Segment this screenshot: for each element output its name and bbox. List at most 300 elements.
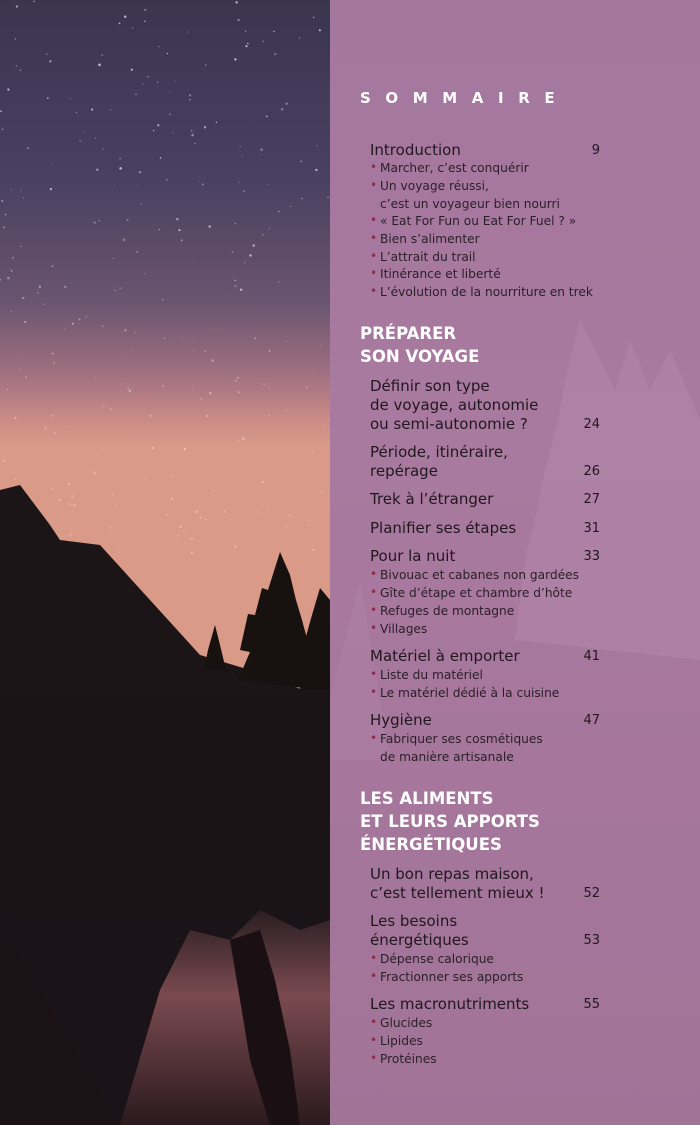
star — [263, 384, 264, 385]
star — [51, 415, 53, 417]
star — [314, 373, 315, 374]
star — [249, 254, 251, 256]
star — [269, 350, 271, 352]
star — [110, 109, 111, 110]
star — [120, 287, 122, 289]
star — [144, 9, 146, 11]
star — [5, 214, 6, 215]
star — [205, 519, 207, 521]
star — [25, 376, 27, 378]
star — [14, 417, 16, 419]
bullet-icon: • — [370, 951, 378, 965]
star — [142, 83, 143, 84]
star — [234, 380, 236, 382]
bullet-icon: • — [370, 1051, 378, 1065]
star — [205, 64, 207, 66]
star — [16, 5, 18, 7]
star — [135, 332, 136, 333]
star — [10, 311, 11, 312]
star — [135, 93, 137, 95]
star — [136, 463, 137, 464]
star — [266, 115, 268, 117]
star — [209, 392, 211, 394]
star — [286, 341, 287, 342]
subitem[interactable]: • Itinérance et liberté — [370, 266, 501, 281]
star — [211, 359, 214, 362]
bullet-icon: • — [370, 178, 378, 192]
star — [15, 479, 17, 481]
star — [234, 285, 236, 287]
star — [152, 447, 154, 449]
star — [292, 516, 293, 517]
star — [140, 204, 142, 206]
star — [12, 257, 14, 259]
table-of-contents-panel — [330, 0, 700, 1125]
star — [187, 31, 188, 32]
star — [290, 206, 291, 207]
chapter-pour-la-nuit[interactable]: Pour la nuit — [370, 547, 456, 565]
page-number: 26 — [583, 464, 600, 479]
page-number: 9 — [591, 143, 600, 158]
chapter-introduction[interactable]: Introduction — [370, 141, 461, 159]
star — [308, 520, 309, 521]
star — [258, 511, 259, 512]
star — [127, 387, 129, 389]
subitem[interactable]: • Refuges de montagne — [370, 603, 515, 618]
star — [211, 479, 212, 480]
star — [324, 425, 326, 427]
star — [110, 527, 112, 529]
star — [184, 448, 186, 450]
star — [189, 94, 191, 96]
star — [176, 218, 179, 221]
star — [69, 426, 70, 427]
star — [191, 552, 193, 554]
star — [216, 122, 217, 123]
star — [68, 483, 70, 485]
chapter-repas-maison[interactable]: Un bon repas maison, c’est tellement mieux ! — [370, 865, 545, 902]
star — [7, 389, 9, 391]
star — [47, 97, 49, 99]
star — [110, 417, 111, 418]
star — [285, 525, 287, 527]
chapter-type-voyage[interactable]: Définir son type de voyage, autonomie ou semi-autonomie ? — [370, 377, 539, 433]
chapter-hygiene[interactable]: Hygiène — [370, 711, 432, 729]
star — [110, 408, 112, 410]
star — [27, 147, 29, 149]
star — [189, 543, 190, 544]
star — [53, 362, 54, 363]
star — [274, 53, 277, 56]
subitem[interactable]: • « Eat For Fun ou Eat For Fuel ? » — [370, 213, 577, 228]
star — [245, 31, 246, 32]
star — [50, 188, 52, 190]
star — [83, 132, 84, 133]
subitem[interactable]: • Un voyage réussi, c’est un voyageur bien nourri — [370, 178, 560, 211]
star — [175, 81, 176, 82]
star — [262, 234, 263, 235]
star — [20, 190, 21, 191]
star — [46, 53, 48, 55]
chapter-macronutriments[interactable]: Les macronutriments — [370, 995, 530, 1013]
star — [305, 556, 306, 557]
star — [3, 460, 5, 462]
star — [124, 15, 127, 18]
star — [286, 103, 288, 105]
star — [202, 183, 204, 185]
star — [288, 515, 290, 517]
chapter-materiel[interactable]: Matériel à emporter — [370, 647, 520, 665]
star — [118, 551, 120, 553]
star — [19, 369, 20, 370]
star — [312, 549, 314, 551]
star — [238, 440, 239, 441]
chapter-periode[interactable]: Période, itinéraire, repérage — [370, 443, 508, 480]
star — [79, 140, 80, 141]
page-number: 24 — [583, 417, 600, 432]
star — [263, 41, 264, 42]
star — [115, 506, 117, 508]
bullet-icon: • — [370, 567, 378, 581]
star — [252, 244, 255, 247]
star — [139, 171, 141, 173]
star — [3, 226, 5, 228]
star — [307, 514, 308, 515]
star — [166, 514, 168, 516]
star — [299, 38, 300, 39]
bullet-icon: • — [370, 266, 378, 280]
bullet-icon: • — [370, 231, 378, 245]
star — [64, 329, 65, 330]
star — [243, 190, 245, 192]
star — [245, 45, 247, 47]
bullet-icon: • — [370, 1033, 378, 1047]
bullet-icon: • — [370, 667, 378, 681]
subitem[interactable]: • Fractionner ses apports — [370, 969, 524, 984]
star — [232, 251, 234, 253]
star — [166, 179, 167, 180]
star — [234, 545, 237, 548]
star — [242, 437, 244, 439]
page-number: 41 — [583, 649, 600, 664]
star — [199, 181, 200, 182]
star — [102, 54, 104, 56]
star — [145, 273, 146, 274]
star — [162, 299, 164, 301]
bullet-icon: • — [370, 249, 378, 263]
star — [0, 110, 2, 112]
star — [267, 184, 268, 185]
star — [301, 198, 302, 199]
star — [327, 196, 329, 198]
star — [98, 64, 101, 67]
star — [144, 21, 145, 22]
star — [244, 262, 245, 263]
star — [240, 146, 241, 147]
star — [95, 377, 96, 378]
star — [52, 488, 54, 490]
star — [169, 114, 170, 115]
subitem[interactable]: • Le matériel dédié à la cuisine — [370, 685, 560, 700]
subitem[interactable]: • Dépense calorique — [370, 951, 494, 966]
toc-title: SOMMAIRE — [360, 89, 570, 107]
star — [33, 1, 35, 3]
star — [11, 189, 12, 190]
star — [260, 154, 261, 155]
star — [171, 498, 173, 500]
star — [316, 145, 317, 146]
bullet-icon: • — [370, 213, 378, 227]
star — [312, 451, 314, 453]
star — [209, 225, 211, 227]
subitem[interactable]: • Fabriquer ses cosmétiques de manière artisanale — [370, 731, 543, 764]
star — [16, 65, 17, 66]
star — [191, 130, 192, 131]
chapter-planifier[interactable]: Planifier ses étapes — [370, 519, 517, 537]
chapter-trek-etranger[interactable]: Trek à l’étranger — [370, 490, 494, 508]
star — [319, 29, 321, 31]
star — [39, 286, 41, 288]
star — [273, 31, 274, 32]
star — [95, 138, 96, 139]
chapter-besoins[interactable]: Les besoins énergétiques — [370, 912, 469, 949]
page-number: 27 — [583, 492, 600, 507]
star — [114, 290, 116, 292]
star — [21, 358, 22, 359]
bullet-icon: • — [370, 603, 378, 617]
star — [186, 532, 187, 533]
star — [153, 130, 154, 131]
page-number: 33 — [583, 549, 600, 564]
star — [194, 143, 196, 145]
star — [76, 112, 77, 113]
star — [262, 481, 264, 483]
star — [98, 220, 100, 222]
star — [85, 316, 87, 318]
star — [1, 200, 3, 202]
star — [137, 184, 138, 185]
star — [23, 197, 24, 198]
star — [212, 490, 214, 492]
star — [200, 398, 201, 399]
star — [91, 109, 93, 111]
star — [131, 69, 133, 71]
star — [124, 329, 126, 331]
page-number: 52 — [583, 886, 600, 901]
page-number: 47 — [583, 713, 600, 728]
star — [242, 155, 243, 156]
star — [72, 323, 74, 325]
subitem[interactable]: • Lipides — [370, 1033, 423, 1048]
star — [59, 499, 61, 501]
star — [54, 432, 56, 434]
star — [114, 184, 115, 185]
star — [181, 239, 183, 241]
star — [162, 385, 164, 387]
star — [190, 538, 192, 540]
star — [238, 19, 240, 21]
star — [127, 219, 129, 221]
subitem[interactable]: • Bien s’alimenter — [370, 231, 480, 246]
star — [278, 211, 279, 212]
star — [7, 88, 9, 90]
star — [268, 387, 270, 389]
night-landscape-image — [0, 0, 330, 1125]
star — [239, 182, 240, 183]
star — [157, 124, 159, 126]
star — [234, 58, 236, 60]
star — [93, 221, 95, 223]
star — [235, 223, 236, 224]
star — [70, 534, 72, 536]
star — [238, 391, 240, 393]
star — [52, 265, 54, 267]
star — [24, 321, 26, 323]
star — [159, 229, 160, 230]
star — [160, 157, 162, 159]
star — [112, 494, 113, 495]
star — [281, 108, 284, 111]
star — [215, 330, 216, 331]
star — [120, 489, 121, 490]
star — [278, 281, 279, 282]
subitem[interactable]: • Protéines — [370, 1051, 437, 1066]
section-heading-aliments: LES ALIMENTS ET LEURS APPORTS ÉNERGÉTIQUES — [360, 789, 540, 854]
subitem[interactable]: • Marcher, c’est conquérir — [370, 160, 529, 175]
star — [167, 53, 168, 54]
star — [179, 526, 181, 528]
star — [300, 160, 302, 162]
star — [102, 325, 104, 327]
subitem[interactable]: • Glucides — [370, 1015, 433, 1030]
star — [235, 1, 237, 3]
section-heading-preparer: PRÉPARER SON VOYAGE — [360, 324, 480, 366]
night-sky-photo — [0, 0, 330, 1125]
star — [195, 510, 198, 513]
subitem[interactable]: • L’évolution de la nourriture en trek — [370, 284, 593, 299]
bullet-icon: • — [370, 1015, 378, 1029]
star — [183, 531, 184, 532]
star — [149, 415, 151, 417]
star — [191, 134, 194, 137]
subitem[interactable]: • L’attrait du trail — [370, 249, 476, 264]
star — [11, 270, 13, 272]
star — [306, 378, 307, 379]
star — [200, 517, 202, 519]
bullet-icon: • — [370, 685, 378, 699]
star — [79, 319, 81, 321]
star — [204, 126, 206, 128]
star — [255, 338, 257, 340]
star — [102, 148, 103, 149]
star — [119, 23, 121, 25]
star — [300, 423, 301, 424]
star — [66, 490, 67, 491]
star — [315, 169, 317, 171]
bullet-icon: • — [370, 284, 378, 298]
bullet-icon: • — [370, 621, 378, 635]
star — [164, 338, 165, 339]
star — [158, 46, 159, 47]
star — [111, 540, 112, 541]
subitem[interactable]: • Villages — [370, 621, 428, 636]
star — [173, 132, 174, 133]
star — [7, 277, 10, 280]
star — [132, 27, 133, 28]
star — [20, 246, 21, 247]
star — [113, 258, 114, 259]
star — [240, 289, 243, 292]
star — [267, 506, 268, 507]
star — [189, 99, 190, 100]
star — [194, 341, 195, 342]
star — [71, 495, 73, 497]
star — [52, 163, 53, 164]
star — [52, 353, 54, 355]
bullet-icon: • — [370, 160, 378, 174]
star — [205, 350, 206, 351]
star — [178, 229, 180, 231]
star — [69, 504, 71, 506]
star — [146, 478, 147, 479]
star — [269, 228, 270, 229]
star — [44, 427, 46, 429]
star — [147, 76, 149, 78]
star — [0, 476, 1, 477]
star — [320, 345, 321, 346]
bullet-icon: • — [370, 731, 378, 745]
star — [2, 128, 4, 130]
star — [206, 415, 208, 417]
star — [178, 535, 180, 537]
star — [119, 167, 122, 170]
star — [221, 328, 222, 329]
page-number: 53 — [583, 933, 600, 948]
star — [237, 377, 239, 379]
star — [223, 510, 225, 512]
star — [103, 447, 105, 449]
star — [194, 263, 195, 264]
star — [112, 493, 113, 494]
subitem[interactable]: • Gîte d’étape et chambre d’hôte — [370, 585, 573, 600]
star — [321, 491, 322, 492]
bullet-icon: • — [370, 969, 378, 983]
star — [49, 60, 51, 62]
star — [192, 389, 193, 390]
star — [230, 295, 231, 296]
star — [234, 279, 236, 281]
subitem[interactable]: • Liste du matériel — [370, 667, 483, 682]
star — [123, 239, 126, 242]
page-number: 31 — [583, 521, 600, 536]
star — [157, 81, 158, 82]
star — [170, 475, 172, 477]
subitem[interactable]: • Bivouac et cabanes non gardées — [370, 567, 580, 582]
star — [129, 390, 131, 392]
star — [22, 297, 24, 299]
star — [73, 504, 75, 506]
star — [170, 91, 171, 92]
star — [260, 148, 263, 151]
star — [313, 17, 314, 18]
star — [64, 286, 66, 288]
star — [15, 38, 16, 39]
star — [43, 304, 44, 305]
star — [131, 349, 132, 350]
star — [119, 158, 120, 159]
star — [10, 268, 11, 269]
star — [37, 292, 38, 293]
